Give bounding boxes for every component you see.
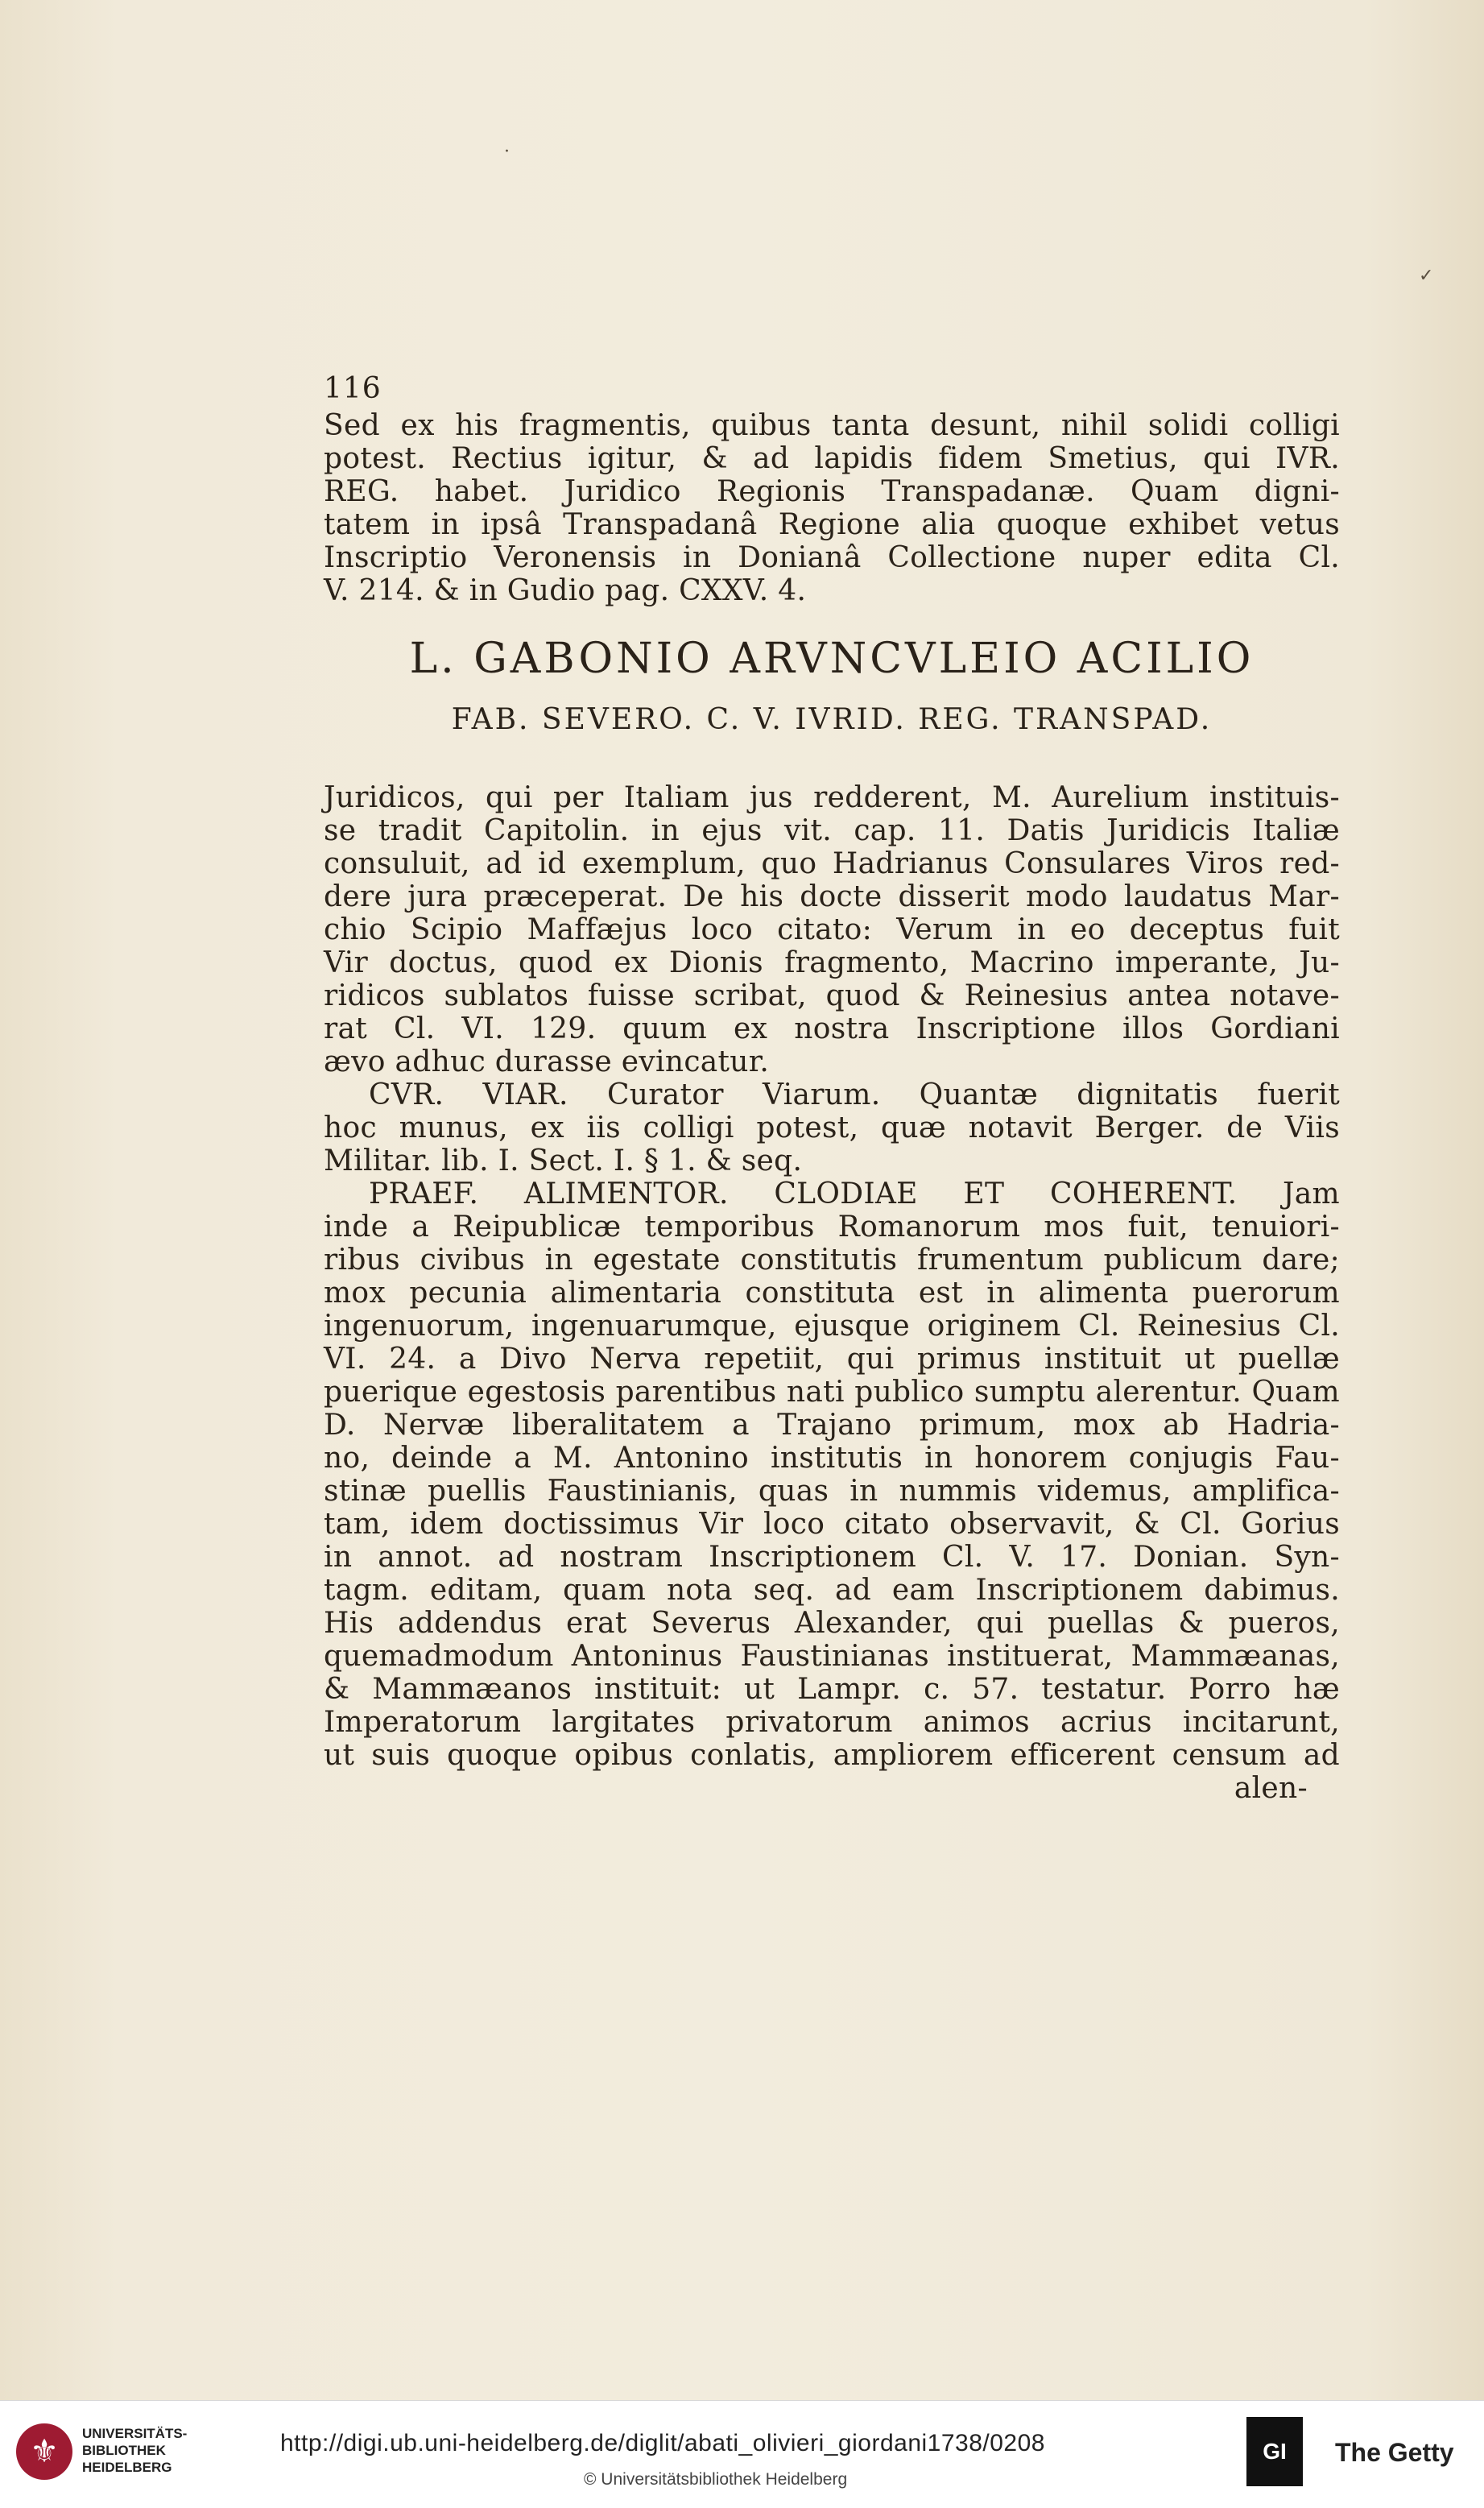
text-line: consuluit, ad id exemplum, quo Hadrianus Consulares Viros red- [324, 847, 1340, 880]
text-line: stinæ puellis Faustinianis, quas in nummis videmus, amplifica- [324, 1475, 1340, 1508]
text-line: quemadmodum Antoninus Faustinianas instituerat, Mammæanas, [324, 1640, 1340, 1673]
text-line: Juridicos, qui per Italiam jus redderent, M. Aurelium instituis- [324, 781, 1340, 814]
speck-mark: · [504, 142, 510, 162]
text-line: Inscriptio Veronensis in Donianâ Collectione nuper edita Cl. [324, 541, 1340, 574]
text-line: ridicos sublatos fuisse scribat, quod & Reinesius antea notave- [324, 979, 1340, 1012]
library-name-line: HEIDELBERG [82, 2460, 172, 2475]
text-line: tam, idem doctissimus Vir loco citato observavit, & Cl. Gorius [324, 1508, 1340, 1541]
text-line: inde a Reipublicæ temporibus Romanorum mos fuit, tenuiori- [324, 1211, 1340, 1244]
inscription-line-1: L. GABONIO ARVNCVLEIO ACILIO [409, 635, 1255, 683]
text-line: & Mammæanos instituit: ut Lampr. c. 57. testatur. Porro hæ [324, 1673, 1340, 1706]
text-line: V. 214. & in Gudio pag. CXXV. 4. [324, 574, 807, 607]
text-line: PRAEF. ALIMENTOR. CLODIAE ET COHERENT. Jam [369, 1177, 1340, 1211]
page-number: 116 [324, 372, 382, 405]
text-line: Sed ex his fragmentis, quibus tanta desunt, nihil solidi colligi [324, 409, 1340, 442]
university-seal-icon: ⚜ [16, 2423, 72, 2480]
text-line: ut suis quoque opibus conlatis, ampliorem efficerent censum ad [324, 1739, 1340, 1772]
text-line: ribus civibus in egestate constitutis frumentum publicum dare; [324, 1244, 1340, 1277]
library-name-line: UNIVERSITÄTS- [82, 2426, 188, 2441]
viewer-footer [0, 2400, 1484, 2508]
text-line: His addendus erat Severus Alexander, qui puellas & pueros, [324, 1607, 1340, 1640]
getty-logo-icon[interactable]: GI [1246, 2417, 1303, 2486]
text-line: se tradit Capitolin. in ejus vit. cap. 11. Datis Juridicis Italiæ [324, 814, 1340, 847]
text-line: ævo adhuc durasse evincatur. [324, 1045, 770, 1078]
permalink-url[interactable]: http://digi.ub.uni-heidelberg.de/diglit/abati_olivieri_giordani1738/0208 [280, 2430, 1045, 2456]
text-line: Militar. lib. I. Sect. I. § 1. & seq. [324, 1144, 803, 1177]
text-line: CVR. VIAR. Curator Viarum. Quantæ dignitatis fuerit [369, 1078, 1340, 1111]
text-line: tagm. editam, quam nota seq. ad eam Inscriptionem dabimus. [324, 1574, 1340, 1607]
speck-mark: ✓ [1419, 266, 1434, 286]
text-line: tatem in ipsâ Transpadanâ Regione alia quoque exhibet vetus [324, 508, 1340, 541]
text-line: in annot. ad nostram Inscriptionem Cl. V. 17. Donian. Syn- [324, 1541, 1340, 1574]
partner-name: The Getty [1335, 2438, 1454, 2467]
text-line: mox pecunia alimentaria constituta est in alimenta puerorum [324, 1277, 1340, 1310]
copyright-notice: © Universitätsbibliothek Heidelberg [584, 2470, 848, 2489]
text-line: no, deinde a M. Antonino institutis in honorem conjugis Fau- [324, 1442, 1340, 1475]
text-line: REG. habet. Juridico Regionis Transpadanæ. Quam digni- [324, 475, 1340, 508]
library-name-line: BIBLIOTHEK [82, 2443, 166, 2458]
text-line: hoc munus, ex iis colligi potest, quæ notavit Berger. de Viis [324, 1111, 1340, 1144]
text-line: ingenuorum, ingenuarumque, ejusque originem Cl. Reinesius Cl. [324, 1310, 1340, 1343]
text-line: potest. Rectius igitur, & ad lapidis fidem Smetius, qui IVR. [324, 442, 1340, 475]
library-logo[interactable] [16, 2420, 193, 2485]
text-line: chio Scipio Maffæjus loco citato: Verum in eo deceptus fuit [324, 913, 1340, 946]
text-line: rat Cl. VI. 129. quum ex nostra Inscriptione illos Gordiani [324, 1012, 1340, 1045]
inscription-line-2: FAB. SEVERO. C. V. IVRID. REG. TRANSPAD. [451, 703, 1213, 736]
text-line: VI. 24. a Divo Nerva repetiit, qui primus instituit ut puellæ [324, 1343, 1340, 1376]
text-line: D. Nervæ liberalitatem a Trajano primum, mox ab Hadria- [324, 1409, 1340, 1442]
catchword: alen- [1234, 1772, 1308, 1805]
text-line: Vir doctus, quod ex Dionis fragmento, Macrino imperante, Ju- [324, 946, 1340, 979]
text-line: dere jura præceperat. De his docte disserit modo laudatus Mar- [324, 880, 1340, 913]
page-text [324, 409, 1340, 1805]
text-line: Imperatorum largitates privatorum animos acrius incitarunt, [324, 1706, 1340, 1739]
text-line: puerique egestosis parentibus nati publico sumptu alerentur. Quam [324, 1376, 1340, 1409]
